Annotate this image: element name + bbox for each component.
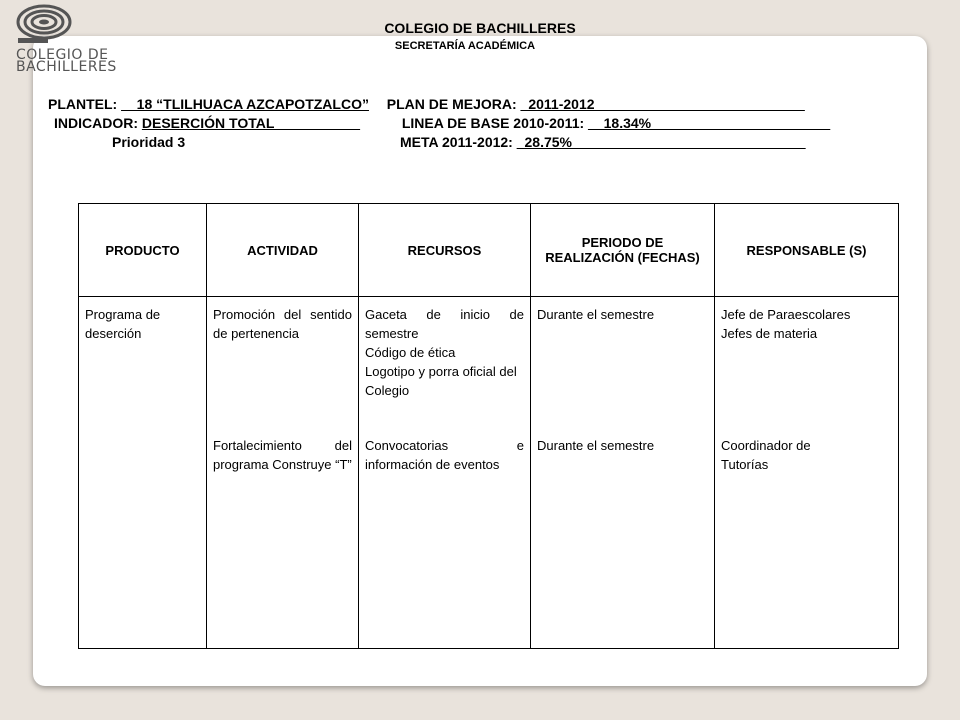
table-row [79, 297, 899, 649]
institution-title: COLEGIO DE BACHILLERES [384, 20, 576, 36]
header-periodo: PERIODO DE REALIZACIÓN (FECHAS) [531, 204, 715, 297]
recursos-1-item-3: Logotipo y porra oficial del Colegio [365, 364, 517, 398]
linea-base-label: LINEA DE BASE 2010-2011: [401, 115, 585, 131]
plantel-value: __18 “TLILHUACA AZCAPOTZALCO” [121, 96, 369, 112]
recursos-1-item-2: Código de ética [365, 345, 456, 360]
table-header-row [79, 204, 899, 297]
linea-base-value: __18.34%_______________________ [588, 115, 831, 131]
cell-producto [79, 297, 207, 649]
cell-periodo [531, 297, 715, 649]
indicador-value: DESERCIÓN TOTAL___________ [141, 115, 361, 131]
responsable-1-item-1: Jefe de Paraescolares [721, 307, 851, 322]
responsable-1-item-2: Jefes de materia [721, 326, 818, 341]
recursos-1-item-1: Gaceta de inicio de semestre [365, 307, 524, 341]
recursos-2-item-1: Convocatorias e información de eventos [365, 438, 524, 472]
prioridad-label: Prioridad 3 [112, 134, 186, 150]
meta-value: _28.75%______________________________ [516, 134, 806, 150]
plantel-line [48, 96, 805, 112]
periodo-2: Durante el semestre [537, 438, 655, 453]
plan-value: _2011-2012___________________________ [520, 96, 805, 112]
actividad-2: Fortalecimiento del programa Construye “T” [213, 438, 352, 472]
indicador-label: INDICADOR: [54, 115, 138, 131]
institution-subtitle: SECRETARÍA ACADÉMICA [394, 40, 536, 52]
recursos-group-1 [365, 305, 524, 436]
colegio-logo [12, 4, 132, 74]
header-recursos: RECURSOS [359, 204, 531, 297]
actividad-1: Promoción del sentido de pertenencia [213, 307, 352, 341]
logo-text-line1: COLEGIO DE [16, 47, 109, 63]
cell-recursos [359, 297, 531, 649]
logo-text-line2: BACHILLERES [16, 59, 117, 75]
header-responsable: RESPONSABLE (S) [715, 204, 899, 297]
improvement-plan-table [78, 203, 899, 649]
periodo-1: Durante el semestre [537, 307, 655, 322]
plantel-label: PLANTEL: [48, 96, 118, 112]
meta-label: META 2011-2012: [400, 134, 513, 150]
plan-label: PLAN DE MEJORA: [386, 96, 517, 112]
meta-line [400, 134, 806, 150]
responsable-2-item-1: Coordinador de Tutorías [721, 438, 811, 472]
indicador-line [54, 115, 830, 131]
header-producto: PRODUCTO [79, 204, 207, 297]
cell-actividad [207, 297, 359, 649]
responsable-group-1 [721, 305, 892, 436]
cell-responsable [715, 297, 899, 649]
producto-text: Programa de deserción [85, 307, 161, 341]
header-actividad: ACTIVIDAD [207, 204, 359, 297]
